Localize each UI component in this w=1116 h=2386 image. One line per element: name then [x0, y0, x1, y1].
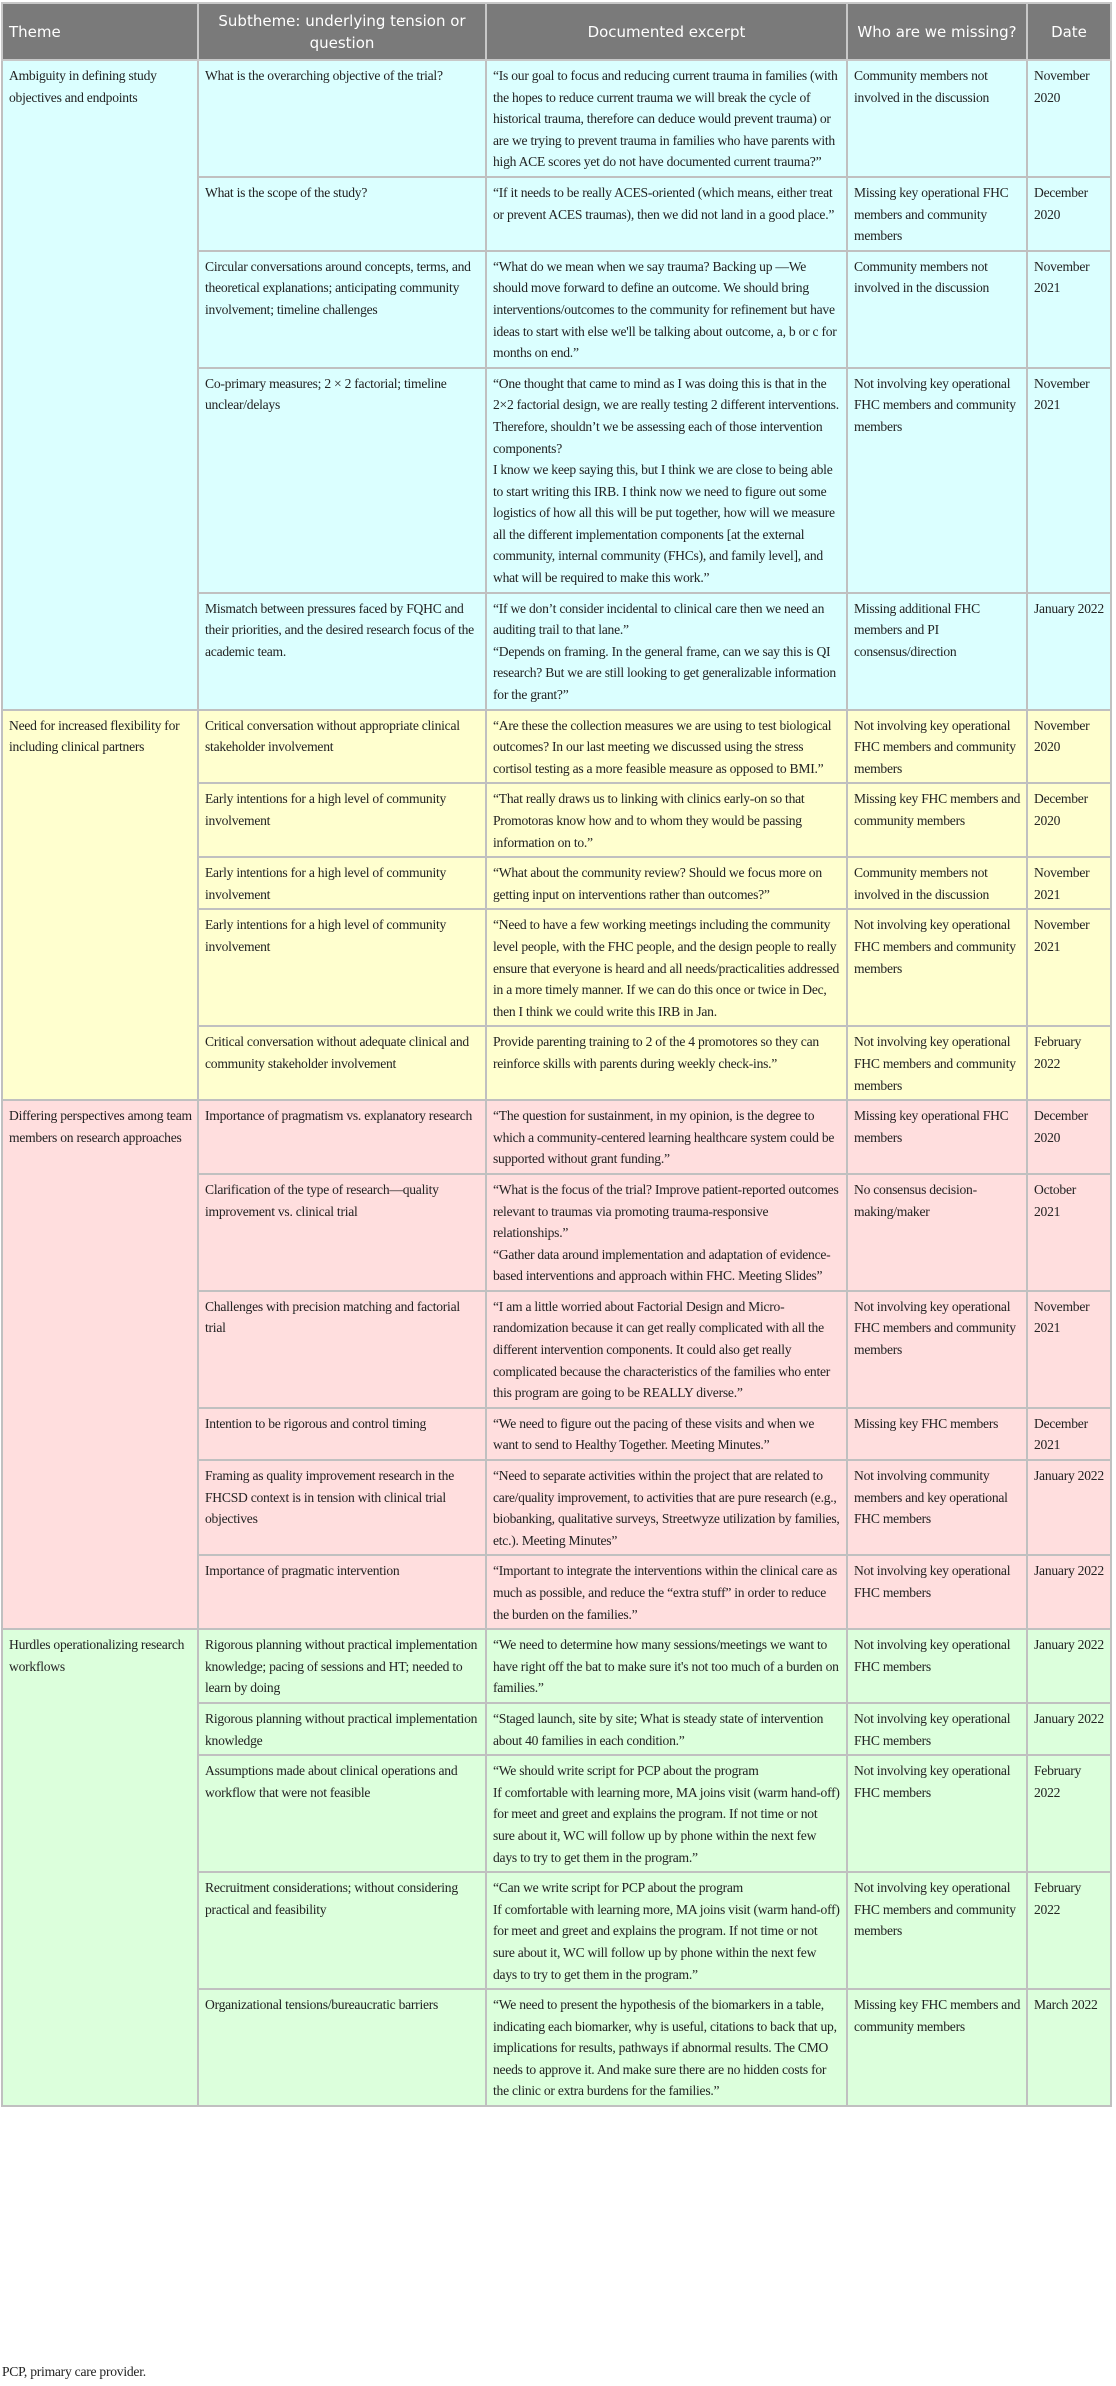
excerpt-paragraph: “I am a little worried about Factorial Design and Micro-randomization because it can get really complicated with all the different intervention components. It could also get really complicated because the characteristics of the families who enter this program are going to be REALLY diverse.” [493, 1298, 831, 1401]
excerpt-paragraph: “We need to present the hypothesis of the biomarkers in a table, indicating each biomarker, why is useful, citations to back that up, implications for results, pathways if abnormal results. The CMO needs to approve it. And make sure there are no hidden costs for the clinic or extra burdens for the families.” [493, 1997, 837, 2099]
excerpt-paragraph: “Need to separate activities within the project that are related to care/quality improvement, to activities that are pure research (e.g., biobanking, qualitative surveys, Streetwyze utilization by families, etc.). Meeting Minutes” [493, 1468, 840, 1548]
excerpt-cell [486, 1629, 847, 1703]
theme-cell: Hurdles operationalizing research workflows [2, 1629, 198, 2106]
table-body [2, 60, 1111, 2106]
subtheme-cell: Clarification of the type of research—quality improvement vs. clinical trial [198, 1174, 486, 1291]
date-cell: December 2020 [1027, 1100, 1111, 1174]
header-theme: Theme [2, 3, 198, 60]
subtheme-cell: Early intentions for a high level of community involvement [198, 857, 486, 909]
date-cell: January 2022 [1027, 1460, 1111, 1555]
excerpt-cell [486, 1026, 847, 1100]
subtheme-cell: Critical conversation without appropriate clinical stakeholder involvement [198, 710, 486, 784]
subtheme-cell: Recruitment considerations; without considering practical and feasibility [198, 1872, 486, 1989]
date-cell: January 2022 [1027, 1629, 1111, 1703]
date-cell: February 2022 [1027, 1026, 1111, 1100]
excerpt-cell [486, 1989, 847, 2106]
who-missing-cell: Not involving key operational FHC members and community members [847, 1291, 1027, 1408]
excerpt-cell [486, 1408, 847, 1460]
subtheme-cell: Rigorous planning without practical implementation knowledge; pacing of sessions and HT; needed to learn by doing [198, 1629, 486, 1703]
excerpt-paragraph: “We should write script for PCP about the program [493, 1763, 759, 1779]
excerpt-paragraph: I know we keep saying this, but I think we are close to being able to start writing this IRB. I think now we need to figure out some logistics of how all this will be put together, how will we measure all the different implementation components [at the external community, internal community (FHCs), and family level], and what will be required to make this work.” [493, 462, 835, 586]
excerpt-cell [486, 1755, 847, 1872]
date-cell: November 2021 [1027, 1291, 1111, 1408]
date-cell: March 2022 [1027, 1989, 1111, 2106]
excerpt-cell [486, 593, 847, 710]
excerpt-paragraph: “What is the focus of the trial? Improve patient-reported outcomes relevant to traumas via promoting trauma-responsive relationships.” [493, 1181, 839, 1241]
who-missing-cell: Not involving key operational FHC members [847, 1555, 1027, 1629]
excerpt-paragraph: If comfortable with learning more, MA joins visit (warm hand-off) for meet and greet and explains the program. If not time or not sure about it, WC will follow up by phone within the next few days to try to get them in the program.” [493, 1901, 840, 1982]
subtheme-cell: Early intentions for a high level of community involvement [198, 783, 486, 857]
excerpt-paragraph: “Need to have a few working meetings including the community level people, with the FHC people, and the design people to really ensure that everyone is heard and all needs/practicalities addressed in a more timely manner. If we can do this once or twice in Dec, then I think we could write this IRB in Jan. [493, 917, 840, 1019]
subtheme-cell: Framing as quality improvement research in the FHCSD context is in tension with clinical trial objectives [198, 1460, 486, 1555]
date-cell: November 2021 [1027, 251, 1111, 368]
excerpt-paragraph: “If we don’t consider incidental to clinical care then we need an auditing trail to that lane.” [493, 600, 825, 638]
who-missing-cell: Community members not involved in the discussion [847, 251, 1027, 368]
who-missing-cell: Missing key FHC members [847, 1408, 1027, 1460]
excerpt-cell [486, 1555, 847, 1629]
excerpt-paragraph: “Important to integrate the interventions within the clinical care as much as possible, and reduce the “extra stuff” in order to reduce the burden on the families.” [493, 1563, 837, 1622]
who-missing-cell: Missing key operational FHC members and community members [847, 177, 1027, 251]
subtheme-cell: Challenges with precision matching and factorial trial [198, 1291, 486, 1408]
subtheme-cell: Rigorous planning without practical implementation knowledge [198, 1703, 486, 1755]
excerpt-paragraph: “Gather data around implementation and adaptation of evidence-based interventions and approach within FHC. Meeting Slides” [493, 1246, 831, 1284]
table-footnote: PCP, primary care provider. [2, 2364, 146, 2379]
date-cell: November 2020 [1027, 710, 1111, 784]
excerpt-cell [486, 60, 847, 177]
table-row [2, 60, 1111, 177]
who-missing-cell: No consensus decision-making/maker [847, 1174, 1027, 1291]
header-excerpt: Documented excerpt [486, 3, 847, 60]
subtheme-cell: Co-primary measures; 2 × 2 factorial; timeline unclear/delays [198, 368, 486, 593]
subtheme-cell: What is the overarching objective of the trial? [198, 60, 486, 177]
excerpt-paragraph: “What about the community review? Should we focus more on getting input on interventions rather than outcomes?” [493, 865, 822, 902]
excerpt-paragraph: “We need to figure out the pacing of these visits and when we want to send to Healthy Together. Meeting Minutes.” [493, 1415, 815, 1453]
subtheme-cell: What is the scope of the study? [198, 177, 486, 251]
excerpt-paragraph: “The question for sustainment, in my opinion, is the degree to which a community-centered learning healthcare system could be supported without grant funding.” [493, 1108, 835, 1167]
date-cell: December 2020 [1027, 783, 1111, 857]
excerpt-paragraph: “What do we mean when we say trauma? Backing up —We should move forward to define an outcome. We should bring interventions/outcomes to the community for refinement but have ideas to start with else we'll be talking about outcome, a, b or c for months on end.” [493, 258, 837, 361]
excerpt-cell [486, 1460, 847, 1555]
subtheme-cell: Early intentions for a high level of community involvement [198, 909, 486, 1026]
who-missing-cell: Not involving key operational FHC members and community members [847, 710, 1027, 784]
excerpt-cell [486, 1872, 847, 1989]
theme-cell: Differing perspectives among team members on research approaches [2, 1100, 198, 1629]
excerpt-cell [486, 1100, 847, 1174]
excerpt-paragraph: “Staged launch, site by site; What is steady state of intervention about 40 families in each condition.” [493, 1710, 824, 1748]
excerpt-paragraph: “We need to determine how many sessions/meetings we want to have right off the bat to make sure it's not too much of a burden on families.” [493, 1637, 839, 1696]
who-missing-cell: Not involving key operational FHC members and community members [847, 368, 1027, 593]
excerpt-cell [486, 368, 847, 593]
subtheme-cell: Critical conversation without adequate clinical and community stakeholder involvement [198, 1026, 486, 1100]
excerpt-cell [486, 857, 847, 909]
subtheme-cell: Intention to be rigorous and control timing [198, 1408, 486, 1460]
date-cell: February 2022 [1027, 1755, 1111, 1872]
excerpt-paragraph: “Are these the collection measures we are using to test biological outcomes? In our last meeting we discussed using the stress cortisol testing as a more feasible measure as opposed to BMI.” [493, 717, 832, 776]
excerpt-paragraph: “One thought that came to mind as I was doing this is that in the 2×2 factorial design, we are really testing 2 different interventions. Therefore, shouldn’t we be assessing each of those intervention components? [493, 375, 839, 456]
who-missing-cell: Not involving key operational FHC members [847, 1755, 1027, 1872]
excerpt-paragraph: “Is our goal to focus and reducing current trauma in families (with the hopes to reduce current trauma we will break the cycle of historical trauma, therefore can deduce would prevent trauma) or are we trying to prevent trauma in families who have parents with high ACE scores yet do not have documented current trauma?” [493, 68, 838, 170]
who-missing-cell: Missing key FHC members and community members [847, 783, 1027, 857]
subtheme-cell: Assumptions made about clinical operations and workflow that were not feasible [198, 1755, 486, 1872]
who-missing-cell: Missing key operational FHC members [847, 1100, 1027, 1174]
date-cell: December 2020 [1027, 177, 1111, 251]
date-cell: November 2021 [1027, 909, 1111, 1026]
excerpt-paragraph: If comfortable with learning more, MA joins visit (warm hand-off) for meet and greet and explains the program. If not time or not sure about it, WC will follow up by phone within the next few days to try to get them in the program.” [493, 1784, 840, 1865]
who-missing-cell: Missing additional FHC members and PI consensus/direction [847, 593, 1027, 710]
excerpt-paragraph: “That really draws us to linking with clinics early-on so that Promotoras know how and to whom they would be passing information on to.” [493, 791, 805, 850]
date-cell: February 2022 [1027, 1872, 1111, 1989]
table-row [2, 710, 1111, 784]
date-cell: November 2021 [1027, 368, 1111, 593]
who-missing-cell: Not involving key operational FHC members [847, 1629, 1027, 1703]
table-row [2, 1100, 1111, 1174]
subtheme-cell: Organizational tensions/bureaucratic barriers [198, 1989, 486, 2106]
header-who-missing: Who are we missing? [847, 3, 1027, 60]
header-date: Date [1027, 3, 1111, 60]
theme-cell: Ambiguity in defining study objectives and endpoints [2, 60, 198, 710]
who-missing-cell: Not involving key operational FHC members and community members [847, 909, 1027, 1026]
who-missing-cell: Not involving key operational FHC members and community members [847, 1026, 1027, 1100]
excerpt-cell [486, 1174, 847, 1291]
who-missing-cell: Not involving key operational FHC members [847, 1703, 1027, 1755]
subtheme-cell: Importance of pragmatism vs. explanatory research [198, 1100, 486, 1174]
excerpt-cell [486, 909, 847, 1026]
date-cell: January 2022 [1027, 1703, 1111, 1755]
date-cell: October 2021 [1027, 1174, 1111, 1291]
who-missing-cell: Missing key FHC members and community members [847, 1989, 1027, 2106]
date-cell: January 2022 [1027, 1555, 1111, 1629]
who-missing-cell: Not involving community members and key operational FHC members [847, 1460, 1027, 1555]
themes-table [1, 2, 1112, 2107]
date-cell: January 2022 [1027, 593, 1111, 710]
excerpt-cell [486, 1291, 847, 1408]
who-missing-cell: Not involving key operational FHC members and community members [847, 1872, 1027, 1989]
excerpt-cell [486, 783, 847, 857]
excerpt-cell [486, 1703, 847, 1755]
excerpt-paragraph: “Depends on framing. In the general frame, can we say this is QI research? But we are still looking to get generalizable information for the grant?” [493, 643, 836, 703]
excerpt-paragraph: “Can we write script for PCP about the program [493, 1880, 743, 1896]
subtheme-cell: Mismatch between pressures faced by FQHC and their priorities, and the desired research focus of the academic team. [198, 593, 486, 710]
subtheme-cell: Importance of pragmatic intervention [198, 1555, 486, 1629]
who-missing-cell: Community members not involved in the discussion [847, 857, 1027, 909]
excerpt-cell [486, 710, 847, 784]
header-row [2, 3, 1111, 60]
table-row [2, 1629, 1111, 1703]
excerpt-cell [486, 177, 847, 251]
date-cell: November 2020 [1027, 60, 1111, 177]
excerpt-paragraph: “If it needs to be really ACES-oriented (which means, either treat or prevent ACES traumas), then we did not land in a good place.” [493, 184, 835, 222]
date-cell: December 2021 [1027, 1408, 1111, 1460]
who-missing-cell: Community members not involved in the discussion [847, 60, 1027, 177]
theme-cell: Need for increased flexibility for including clinical partners [2, 710, 198, 1101]
excerpt-paragraph: Provide parenting training to 2 of the 4 promotores so they can reinforce skills with parents during weekly check-ins.” [493, 1034, 819, 1071]
excerpt-cell [486, 251, 847, 368]
subtheme-cell: Circular conversations around concepts, terms, and theoretical explanations; anticipating community involvement; timeline challenges [198, 251, 486, 368]
date-cell: November 2021 [1027, 857, 1111, 909]
header-subtheme: Subtheme: underlying tension or question [198, 3, 486, 60]
